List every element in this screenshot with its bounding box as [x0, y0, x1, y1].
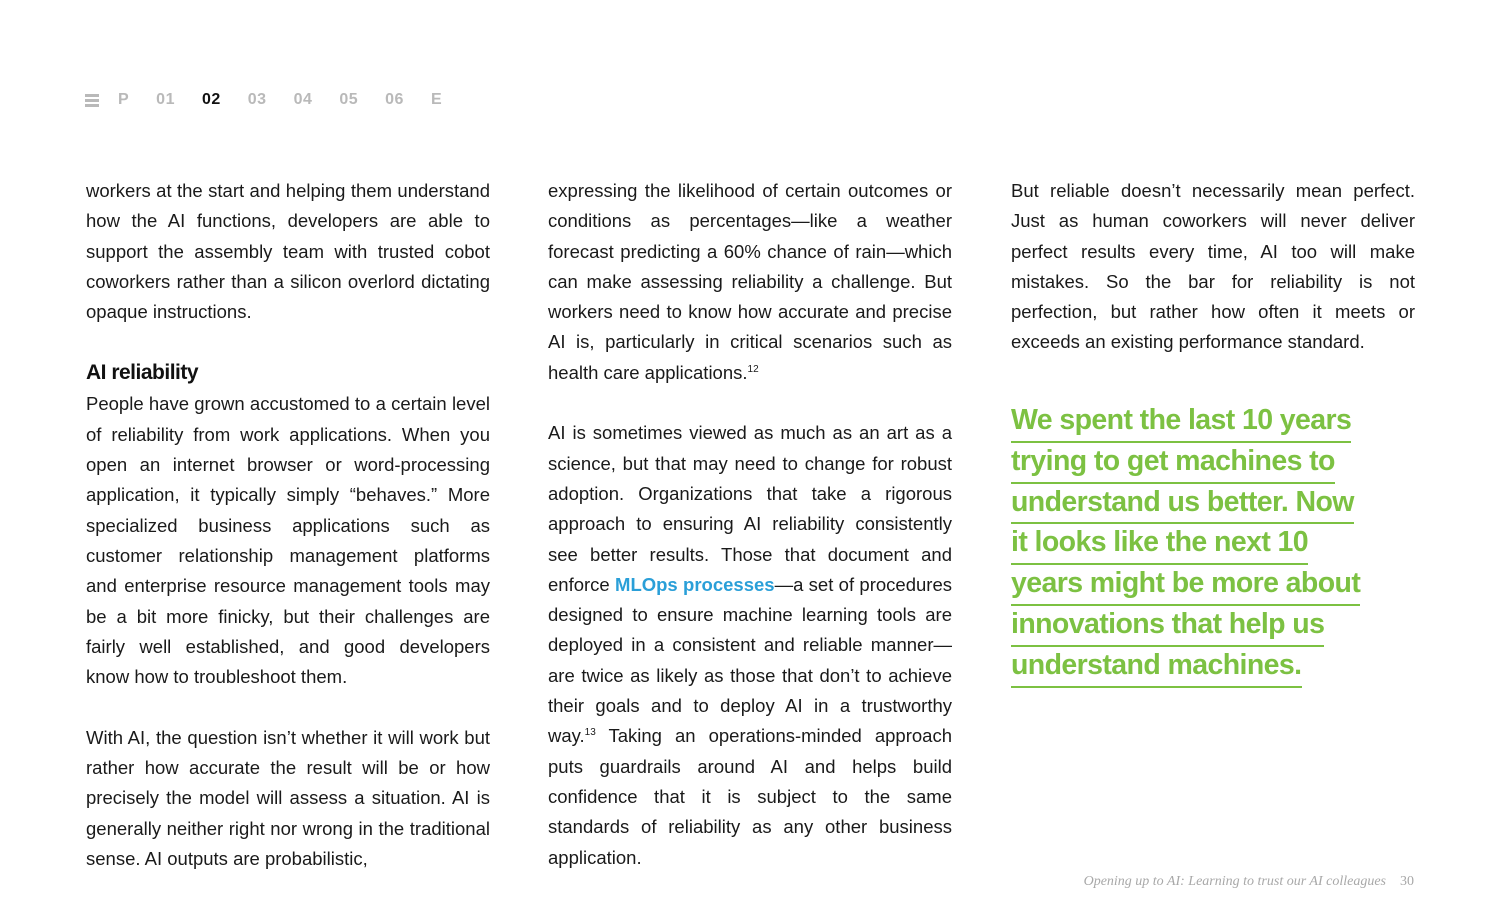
body-paragraph: But reliable doesn’t necessarily mean perfect. Just as human coworkers will never deliver perfect results every time, AI too will make mistakes. So the bar for reliability is not perfection, but rather how often it meets or exceeds an existing performance standard.: [1011, 180, 1415, 353]
nav-item-p[interactable]: P: [118, 91, 130, 108]
page-footer: [1084, 874, 1414, 890]
pull-quote-line: trying to get machines to: [1011, 443, 1335, 484]
body-paragraph: [548, 418, 952, 872]
pull-quote-line: understand us better. Now: [1011, 484, 1354, 525]
paragraph-text: —a set of procedures designed to ensure machine learning tools are deployed in a consistent and reliable manner—are twice as likely as those that don’t to achieve their goals and to deploy AI in a trustworthy way.: [548, 573, 952, 747]
nav-item-06[interactable]: 06: [385, 91, 404, 108]
footnote-ref[interactable]: 13: [584, 727, 596, 739]
page-number: 30: [1400, 874, 1414, 889]
pull-quote-line: innovations that help us: [1011, 606, 1324, 647]
footnote-ref[interactable]: 12: [747, 363, 759, 375]
mlops-processes-link[interactable]: MLOps processes: [615, 573, 775, 595]
paragraph-text: Taking an operations-minded approach puts guardrails around AI and helps build confidence that it is subject to the same standards of reliability as any other business application.: [548, 725, 952, 868]
body-paragraph: [548, 176, 952, 388]
body-paragraph: With AI, the question isn’t whether it will work but rather how accurate the result will be or how precisely the model will assess a situation. AI is generally neither right nor wrong in the traditional sense. AI outputs are probabilistic,: [86, 726, 490, 869]
nav-item-02[interactable]: 02: [201, 91, 221, 108]
pull-quote: [1011, 402, 1361, 688]
paragraph-text: expressing the likelihood of certain outcomes or conditions as percentages—like a weather forecast predicting a 60% chance of rain—which can make assessing reliability a challenge. But workers need to know how accurate and precise AI is, particularly in critical scenarios such as health care applications.: [548, 180, 952, 383]
section-nav: [85, 88, 469, 112]
column-3: [1011, 176, 1415, 358]
column-1: [86, 176, 490, 874]
paragraph-text: AI is sometimes viewed as much as an art as a science, but that may need to change for robust adoption. Organizations that take a rigorous approach to ensuring AI reliability consistently see better results. Those that document and enforce: [548, 422, 952, 595]
footer-title: Opening up to AI: Learning to trust our AI colleagues: [1083, 874, 1386, 889]
pull-quote-line: We spent the last 10 years: [1011, 402, 1351, 443]
nav-item-05[interactable]: 05: [339, 91, 359, 108]
pull-quote-line: understand machines.: [1011, 647, 1302, 688]
pull-quote-line: years might be more about: [1011, 565, 1360, 606]
nav-item-04[interactable]: 04: [293, 91, 313, 108]
pull-quote-line: it looks like the next 10: [1011, 524, 1308, 565]
body-paragraph: workers at the start and helping them understand how the AI functions, developers are able to support the assembly team with trusted cobot coworkers rather than a silicon overlord dictating opaque instructions.: [86, 180, 490, 323]
nav-item-01[interactable]: 01: [156, 91, 175, 108]
nav-item-03[interactable]: 03: [247, 91, 267, 108]
column-2: [548, 176, 952, 873]
body-paragraph: People have grown accustomed to a certain level of reliability from work applications. When you open an internet browser or word-processing application, it typically simply “behaves.” More specialized business applications such as customer relationship management platforms and enterprise resource management tools may be a bit more finicky, but their challenges are fairly well established, and good developers know how to troubleshoot them.: [86, 393, 490, 688]
nav-item-e[interactable]: E: [430, 91, 443, 108]
hamburger-menu-icon[interactable]: [85, 93, 99, 107]
section-heading: AI reliability: [86, 361, 199, 385]
